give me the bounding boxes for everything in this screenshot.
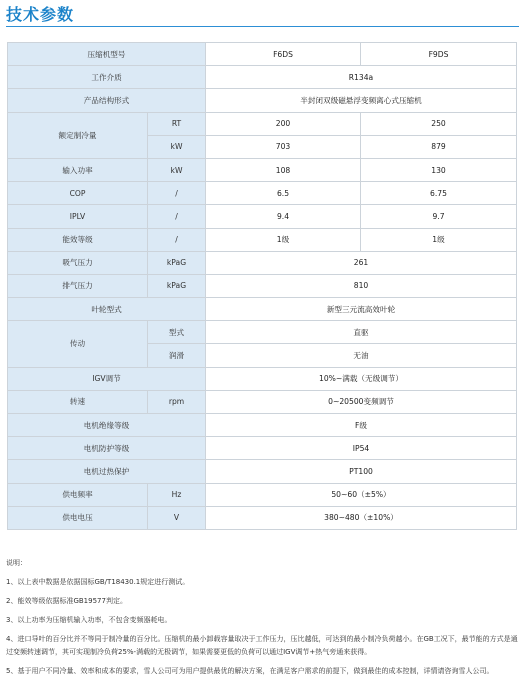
cooling-unit-rt: RT — [148, 112, 206, 135]
power-label: 输入功率 — [8, 158, 148, 181]
spec-table — [7, 42, 517, 530]
lubrication-label: 润滑 — [148, 344, 206, 367]
table-row — [8, 390, 517, 413]
table-row — [8, 158, 517, 181]
notes-section — [6, 557, 518, 684]
frequency-unit: Hz — [148, 483, 206, 506]
cop-label: COP — [8, 182, 148, 205]
discharge-unit: kPaG — [148, 274, 206, 297]
table-row — [8, 228, 517, 251]
table-row — [8, 437, 517, 460]
table-row — [8, 298, 517, 321]
energy-unit: / — [148, 228, 206, 251]
iplv-unit: / — [148, 205, 206, 228]
speed-label: 转速 — [8, 390, 148, 413]
voltage-value: 380~480（±10%） — [206, 506, 517, 529]
table-row — [8, 506, 517, 529]
table-row — [8, 414, 517, 437]
speed-unit: rpm — [148, 390, 206, 413]
cooling-label: 额定制冷量 — [8, 112, 148, 158]
table-row — [8, 367, 517, 390]
cop-f6ds: 6.5 — [206, 182, 361, 205]
notes-heading: 说明： — [6, 559, 27, 567]
table-row — [8, 483, 517, 506]
voltage-label: 供电电压 — [8, 506, 148, 529]
table-row — [8, 43, 517, 66]
table-row — [8, 460, 517, 483]
energy-f9ds: 1级 — [361, 228, 517, 251]
iplv-f6ds: 9.4 — [206, 205, 361, 228]
table-row — [8, 321, 517, 344]
frequency-label: 供电频率 — [8, 483, 148, 506]
note-item: 3、以上功率为压缩机输入功率，不包含变频器耗电。 — [6, 616, 172, 624]
voltage-unit: V — [148, 506, 206, 529]
table-row — [8, 89, 517, 112]
protection-label: 电机防护等级 — [8, 437, 206, 460]
note-item: 2、能效等级依据标准GB19577判定。 — [6, 597, 127, 605]
table-row — [8, 182, 517, 205]
iplv-label: IPLV — [8, 205, 148, 228]
insulation-label: 电机绝缘等级 — [8, 414, 206, 437]
igv-value: 10%~满载（无级调节） — [206, 367, 517, 390]
note-item: 4、进口导叶的百分比并不等同于制冷量的百分比。压缩机的最小卸载容量取决于工作压力，压比越低，可达到的最小制冷负荷越小。在GB工况下，最节能的方式是通过变频转速调节，其可实现制冷负荷25%-满载的无极调节，如果需要更低的负荷可以通过IGV调节+热气旁通来获得。 — [6, 635, 518, 656]
structure-label: 产品结构形式 — [8, 89, 206, 112]
impeller-value: 新型三元流高效叶轮 — [206, 298, 517, 321]
model-f6ds: F6DS — [206, 43, 361, 66]
suction-unit: kPaG — [148, 251, 206, 274]
impeller-label: 叶轮型式 — [8, 298, 206, 321]
power-f6ds: 108 — [206, 158, 361, 181]
power-unit: kW — [148, 158, 206, 181]
note-item: 1、以上表中数据是依据国标GB/T18430.1规定进行测试。 — [6, 578, 190, 586]
cooling-rt-f9ds: 250 — [361, 112, 517, 135]
discharge-value: 810 — [206, 274, 517, 297]
note-item: 5、基于用户不同冷量、效率和成本的要求，雪人公司可为用户提供最优的解决方案，在满足客户需求的前提下，做到最佳的成本控制，详情请咨询雪人公司。 — [6, 667, 494, 675]
insulation-value: F级 — [206, 414, 517, 437]
iplv-f9ds: 9.7 — [361, 205, 517, 228]
model-label: 压缩机型号 — [8, 43, 206, 66]
lubrication-value: 无油 — [206, 344, 517, 367]
title-divider — [6, 26, 519, 27]
igv-label: IGV调节 — [8, 367, 206, 390]
drive-type-label: 型式 — [148, 321, 206, 344]
medium-value: R134a — [206, 66, 517, 89]
model-f9ds: F9DS — [361, 43, 517, 66]
energy-f6ds: 1级 — [206, 228, 361, 251]
medium-label: 工作介质 — [8, 66, 206, 89]
energy-label: 能效等级 — [8, 228, 148, 251]
cop-f9ds: 6.75 — [361, 182, 517, 205]
discharge-label: 排气压力 — [8, 274, 148, 297]
cooling-rt-f6ds: 200 — [206, 112, 361, 135]
table-row — [8, 205, 517, 228]
frequency-value: 50~60（±5%） — [206, 483, 517, 506]
table-row — [8, 112, 517, 135]
overheat-value: PT100 — [206, 460, 517, 483]
power-f9ds: 130 — [361, 158, 517, 181]
cop-unit: / — [148, 182, 206, 205]
table-row — [8, 251, 517, 274]
protection-value: IP54 — [206, 437, 517, 460]
table-row — [8, 274, 517, 297]
drive-type-value: 直驱 — [206, 321, 517, 344]
structure-value: 半封闭双级磁悬浮变频离心式压缩机 — [206, 89, 517, 112]
speed-value: 0~20500变频调节 — [206, 390, 517, 413]
drive-label: 传动 — [8, 321, 148, 367]
suction-value: 261 — [206, 251, 517, 274]
cooling-kw-f9ds: 879 — [361, 135, 517, 158]
suction-label: 吸气压力 — [8, 251, 148, 274]
overheat-label: 电机过热保护 — [8, 460, 206, 483]
cooling-kw-f6ds: 703 — [206, 135, 361, 158]
cooling-unit-kw: kW — [148, 135, 206, 158]
page-title: 技术参数 — [6, 5, 75, 24]
table-row — [8, 66, 517, 89]
